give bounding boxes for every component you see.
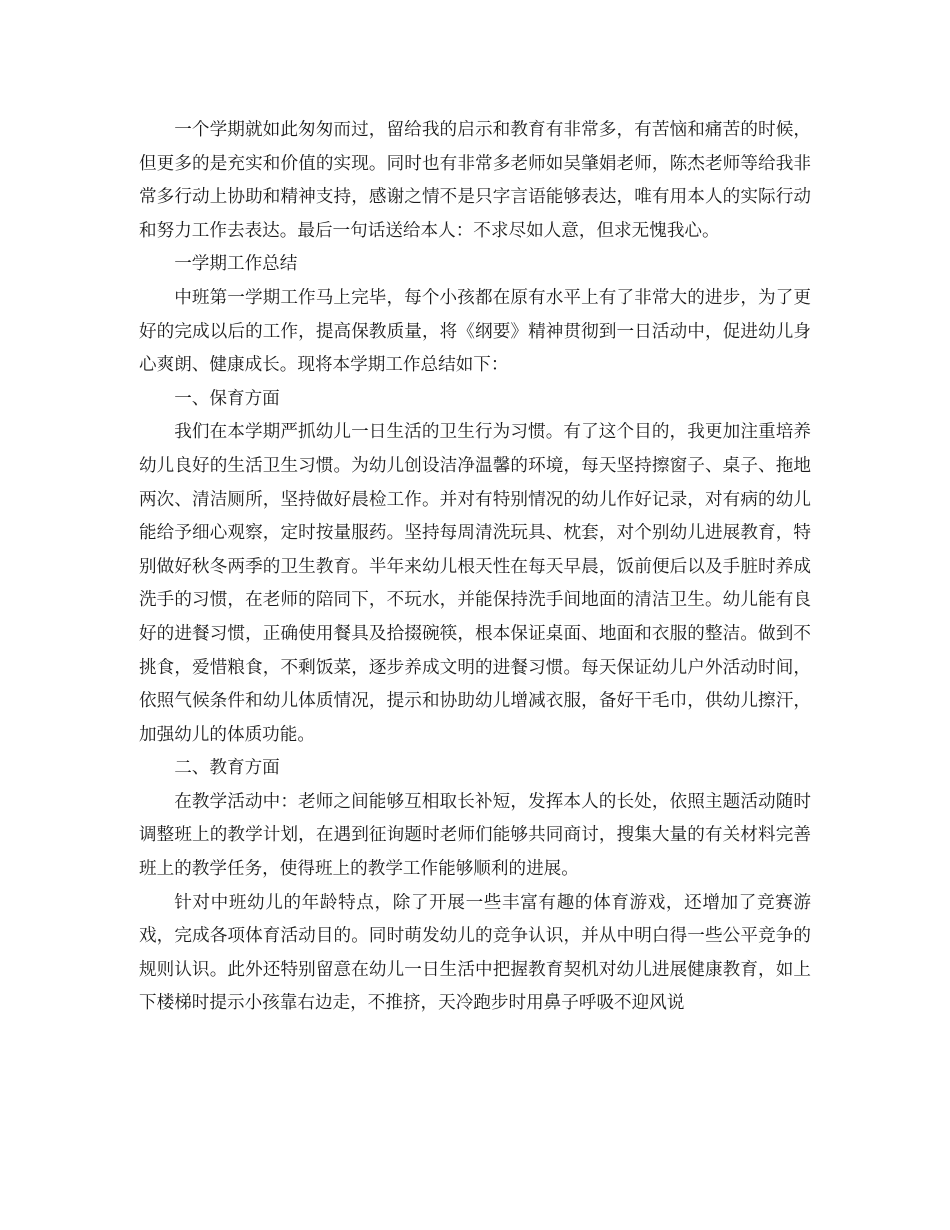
paragraph-reflection: 一个学期就如此匆匆而过，留给我的启示和教育有非常多，有苦恼和痛苦的时候，但更多的是充实和价值的实现。同时也有非常多老师如吴肇娟老师，陈杰老师等给我非常多行动上协助和精神支持，感谢之情不是只字言语能够表达，唯有用本人的实际行动和努力工作去表达。最后一句话送给本人：不求尽如人意，但求无愧我心。 bbox=[139, 120, 811, 241]
heading-care: 一、保育方面 bbox=[174, 388, 280, 409]
paragraph-care: 我们在本学期严抓幼儿一日生活的卫生行为习惯。有了这个目的，我更加注重培养幼儿良好的生活卫生习惯。为幼儿创设洁净温馨的环境，每天坚持擦窗子、桌子、拖地两次、清洁厕所，坚持做好晨检工作。并对有特别情况的幼儿作好记录，对有病的幼儿能给予细心观察，定时按量服药。坚持每周清洗玩具、枕套，对个别幼儿进展教育，特别做好秋冬两季的卫生教育。半年来幼儿根天性在每天早晨，饭前便后以及手脏时养成洗手的习惯，在老师的陪同下，不玩水，并能保持洗手间地面的清洁卫生。幼儿能有良好的进餐习惯，正确使用餐具及拾掇碗筷，根本保证桌面、地面和衣服的整洁。做到不挑食，爱惜粮食，不剩饭菜，逐步养成文明的进餐习惯。每天保证幼儿户外活动时间，依照气候条件和幼儿体质情况，提示和协助幼儿增减衣服，备好干毛巾，供幼儿擦汗，加强幼儿的体质功能。 bbox=[139, 422, 811, 745]
section-title-summary: 一学期工作总结 bbox=[174, 254, 298, 275]
paragraph-sports: 针对中班幼儿的年龄特点，除了开展一些丰富有趣的体育游戏，还增加了竞赛游戏，完成各项体育活动目的。同时萌发幼儿的竞争认识，并从中明白得一些公平竞争的规则认识。此外还特别留意在幼儿一日生活中把握教育契机对幼儿进展健康教育，如上下楼梯时提示小孩靠右边走，不推挤，天冷跑步时用鼻子呼吸不迎风说 bbox=[139, 892, 811, 1014]
paragraph-teaching: 在教学活动中：老师之间能够互相取长补短，发挥本人的长处，依照主题活动随时调整班上的教学计划，在遇到征询题时老师们能够共同商讨，搜集大量的有关材料完善班上的教学任务，使得班上的教学工作能够顺利的进展。 bbox=[139, 791, 811, 880]
heading-education: 二、教育方面 bbox=[174, 758, 280, 779]
paragraph-intro: 中班第一学期工作马上完毕，每个小孩都在原有水平上有了非常大的进步，为了更好的完成以后的工作，提高保教质量，将《纲要》精神贯彻到一日活动中，促进幼儿身心爽朗、健康成长。现将本学期工作总结如下： bbox=[139, 287, 811, 376]
document-body bbox=[139, 114, 811, 1021]
